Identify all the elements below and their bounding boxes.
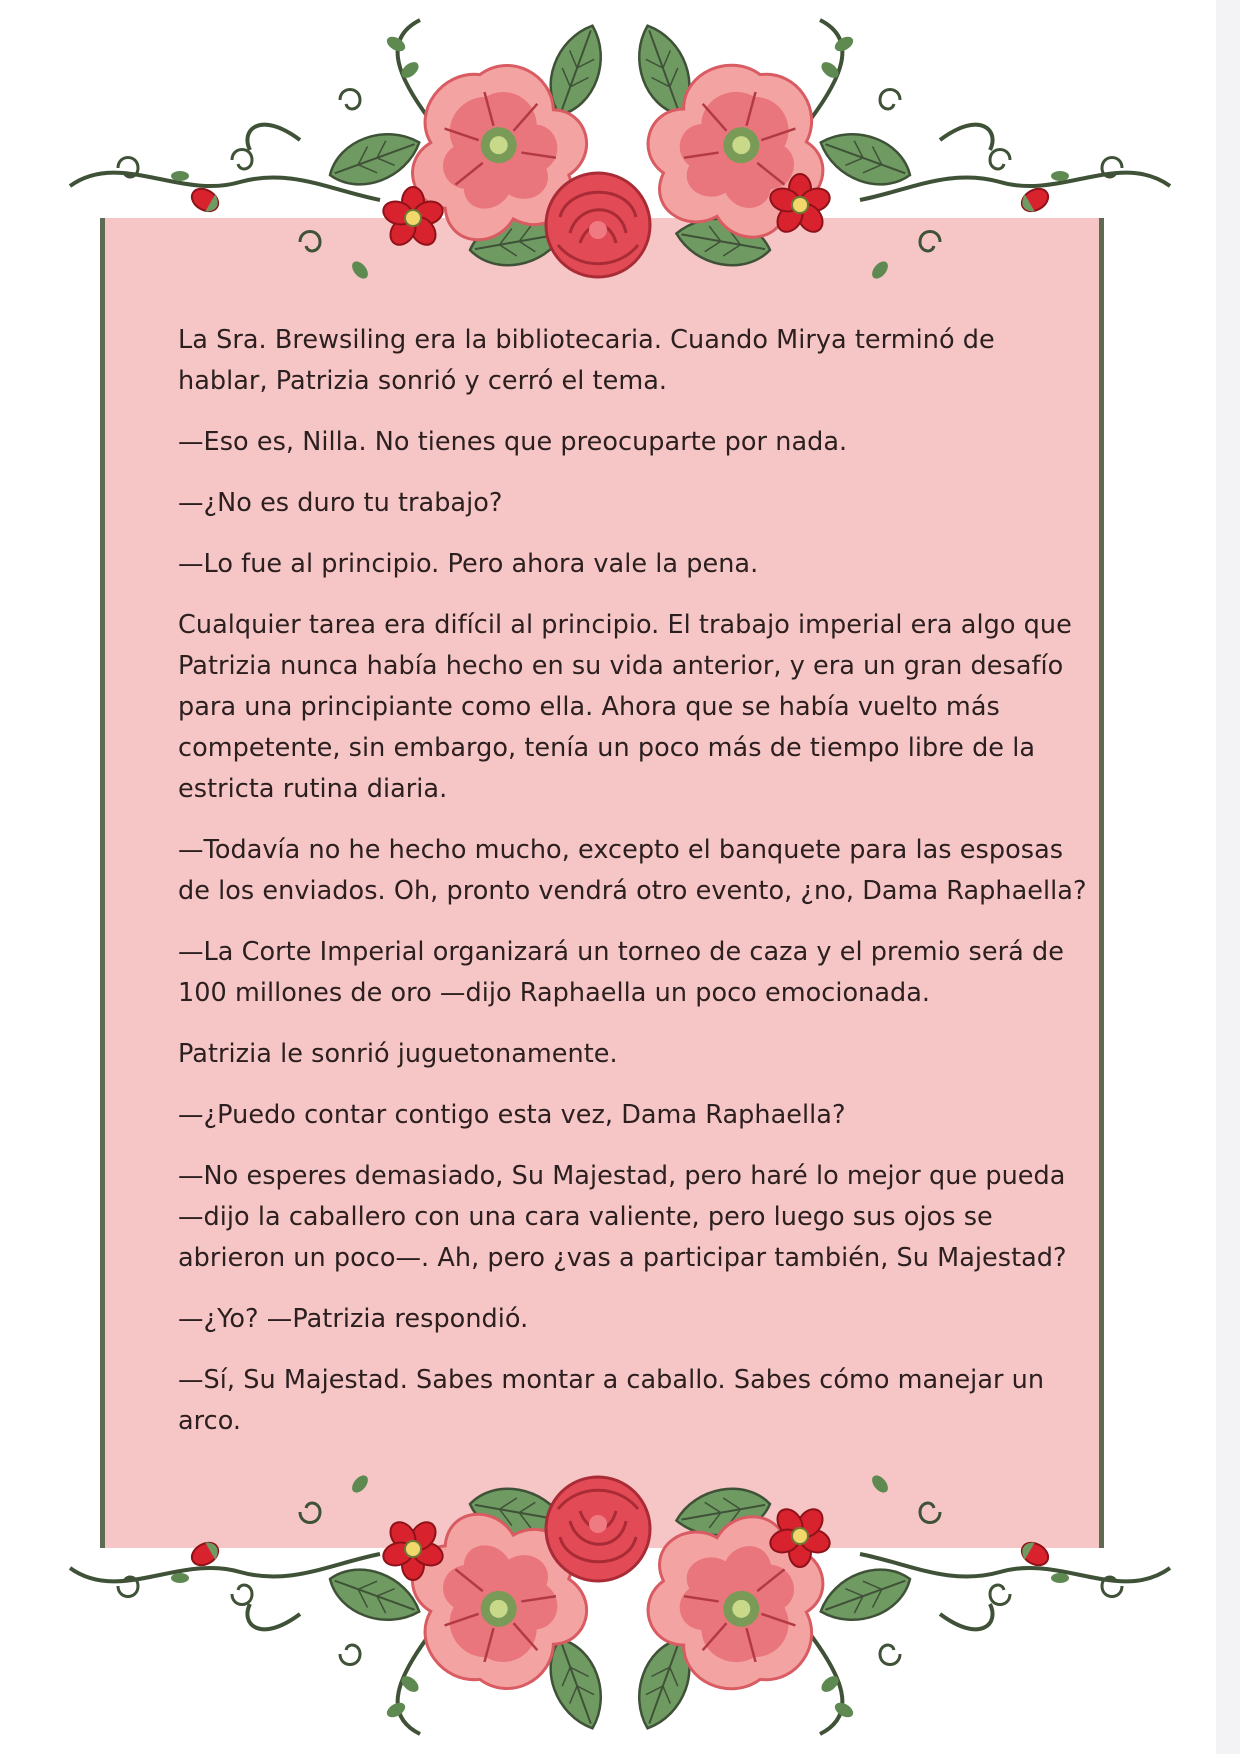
paragraph: —Sí, Su Majestad. Sabes montar a caballo. Sabes cómo manejar un arco. bbox=[178, 1365, 1045, 1436]
document-text bbox=[178, 320, 1088, 1462]
paragraph: —¿Puedo contar contigo esta vez, Dama Raphaella? bbox=[178, 1100, 846, 1130]
paragraph: —¿No es duro tu trabajo? bbox=[178, 488, 503, 518]
paragraph: Cualquier tarea era difícil al principio. El trabajo imperial era algo que Patrizia nunca había hecho en su vida anterior, y era un gran desafío para una principiante como ella. Ahora que se había vuelto más competente, sin embargo, tenía un poco más de tiempo libre de la estricta rutina diaria. bbox=[178, 610, 1072, 804]
paragraph: —La Corte Imperial organizará un torneo de caza y el premio será de 100 millones de oro —dijo Raphaella un poco emocionada. bbox=[178, 937, 1064, 1008]
top-floral-garland-icon bbox=[0, 0, 1240, 320]
paragraph: —Eso es, Nilla. No tienes que preocuparte por nada. bbox=[178, 427, 848, 457]
bottom-floral-garland-icon bbox=[0, 1434, 1240, 1754]
paragraph: La Sra. Brewsiling era la bibliotecaria. Cuando Mirya terminó de hablar, Patrizia sonrió y cerró el tema. bbox=[178, 325, 995, 396]
paragraph: —¿Yo? —Patrizia respondió. bbox=[178, 1304, 529, 1334]
paragraph: —No esperes demasiado, Su Majestad, pero haré lo mejor que pueda —dijo la caballero con una cara valiente, pero luego sus ojos se abrieron un poco—. Ah, pero ¿vas a participar también, Su Majestad? bbox=[178, 1161, 1067, 1273]
paragraph: —Lo fue al principio. Pero ahora vale la pena. bbox=[178, 549, 759, 579]
paragraph: —Todavía no he hecho mucho, excepto el banquete para las esposas de los enviados. Oh, pronto vendrá otro evento, ¿no, Dama Raphaella? bbox=[178, 835, 1087, 906]
paragraph: Patrizia le sonrió juguetonamente. bbox=[178, 1039, 618, 1069]
